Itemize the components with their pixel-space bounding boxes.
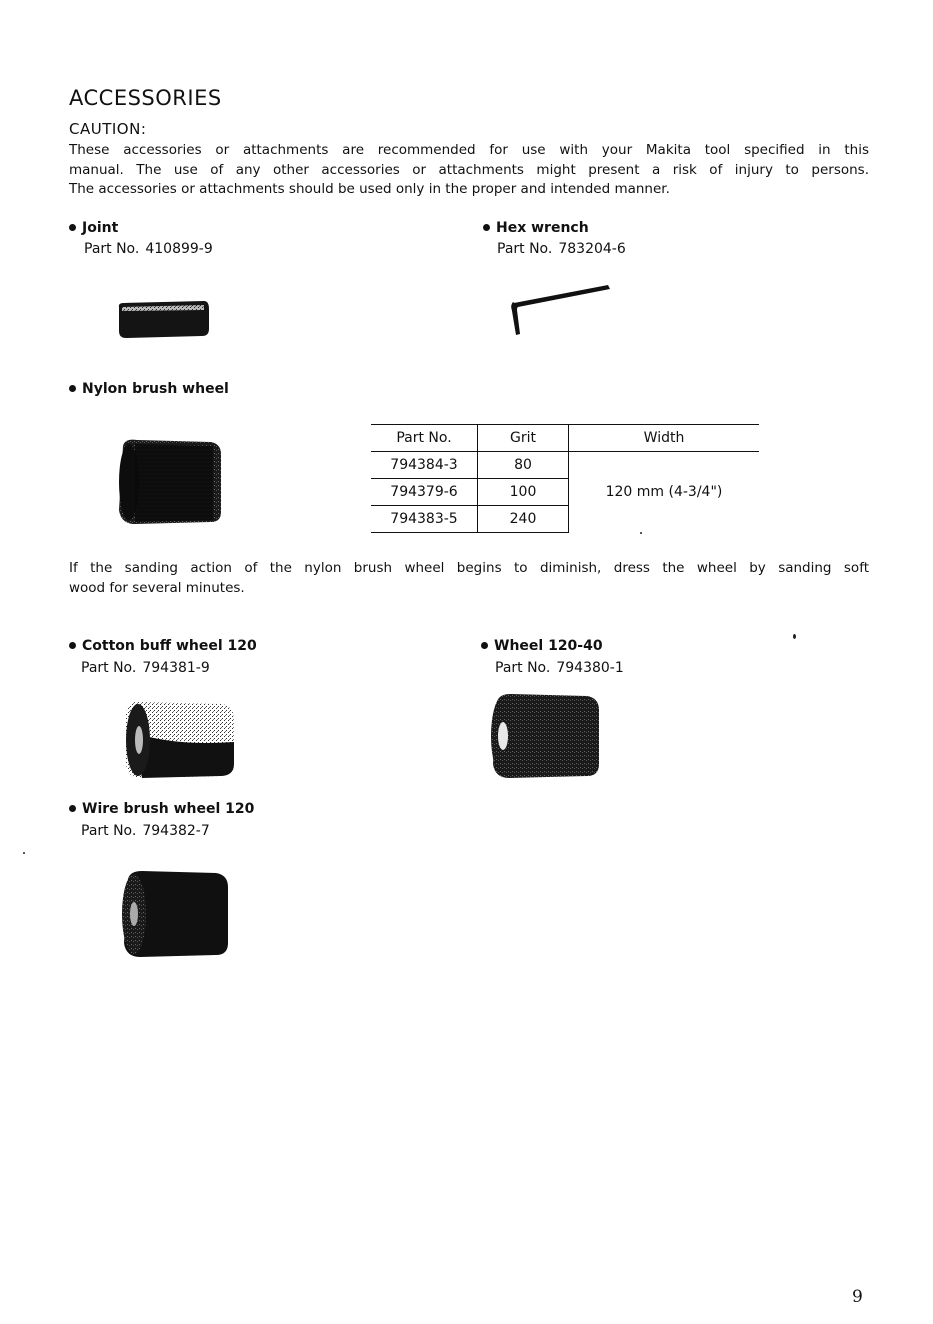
page-number: 9 (852, 1287, 863, 1307)
item-hex-wrench-name: Hex wrench (483, 220, 589, 236)
caution-label: CAUTION: (69, 120, 147, 138)
bullet-icon (483, 224, 490, 231)
bullet-icon (481, 642, 488, 649)
bullet-icon (69, 805, 76, 812)
item-cotton-buff-wheel-part: Part No. 794381-9 (81, 660, 210, 676)
caution-line: The accessories or attachments should be used only in the proper and intended manner. (69, 181, 670, 197)
cell-width: 120 mm (4-3/4") (605, 484, 723, 501)
wheel-image (483, 690, 603, 782)
cell-part: 794379-6 (371, 479, 478, 506)
cell-grit: 240 (478, 506, 569, 533)
bullet-icon (69, 224, 76, 231)
scan-speck (640, 532, 642, 534)
cell-grit: 100 (478, 479, 569, 506)
header-width: Width (569, 425, 760, 452)
item-wire-brush-wheel-name: Wire brush wheel 120 (69, 801, 254, 817)
cotton-buff-wheel-image (118, 694, 236, 782)
caution-line: These accessories or attachments are recommended for use with your Makita tool specified in this (69, 142, 869, 158)
item-wire-brush-wheel-part: Part No. 794382-7 (81, 823, 210, 839)
grit-table (371, 424, 759, 533)
table-header-row (371, 425, 759, 452)
table-row (371, 452, 759, 479)
bullet-icon (69, 385, 76, 392)
scan-speck (793, 634, 796, 639)
wire-brush-wheel-image (114, 867, 232, 961)
dress-note-line: wood for several minutes. (69, 579, 245, 596)
joint-image (116, 297, 212, 341)
cell-part: 794384-3 (371, 452, 478, 479)
dress-note (69, 559, 869, 598)
cell-part: 794383-5 (371, 506, 478, 533)
caution-line: manual. The use of any other accessories or attachments might present a risk of injury to persons. (69, 161, 869, 178)
bullet-icon (69, 642, 76, 649)
item-nylon-brush-wheel-name: Nylon brush wheel (69, 381, 229, 397)
item-cotton-buff-wheel-name: Cotton buff wheel 120 (69, 638, 257, 654)
item-joint-part: Part No. 410899-9 (84, 241, 213, 257)
item-wheel-part: Part No. 794380-1 (495, 660, 624, 676)
hex-wrench-image (508, 283, 614, 343)
page-heading: ACCESSORIES (69, 86, 222, 110)
item-hex-wrench-part: Part No. 783204-6 (497, 241, 626, 257)
nylon-brush-wheel-image (113, 436, 225, 528)
header-grit: Grit (478, 425, 569, 452)
caution-text (69, 141, 869, 200)
cell-grit: 80 (478, 452, 569, 479)
item-joint-name: Joint (69, 220, 118, 236)
header-part-no: Part No. (371, 425, 478, 452)
scan-speck (23, 852, 25, 854)
dress-note-line: If the sanding action of the nylon brush wheel begins to diminish, dress the wheel by sanding soft (69, 560, 869, 576)
item-wheel-name: Wheel 120-40 (481, 638, 603, 654)
